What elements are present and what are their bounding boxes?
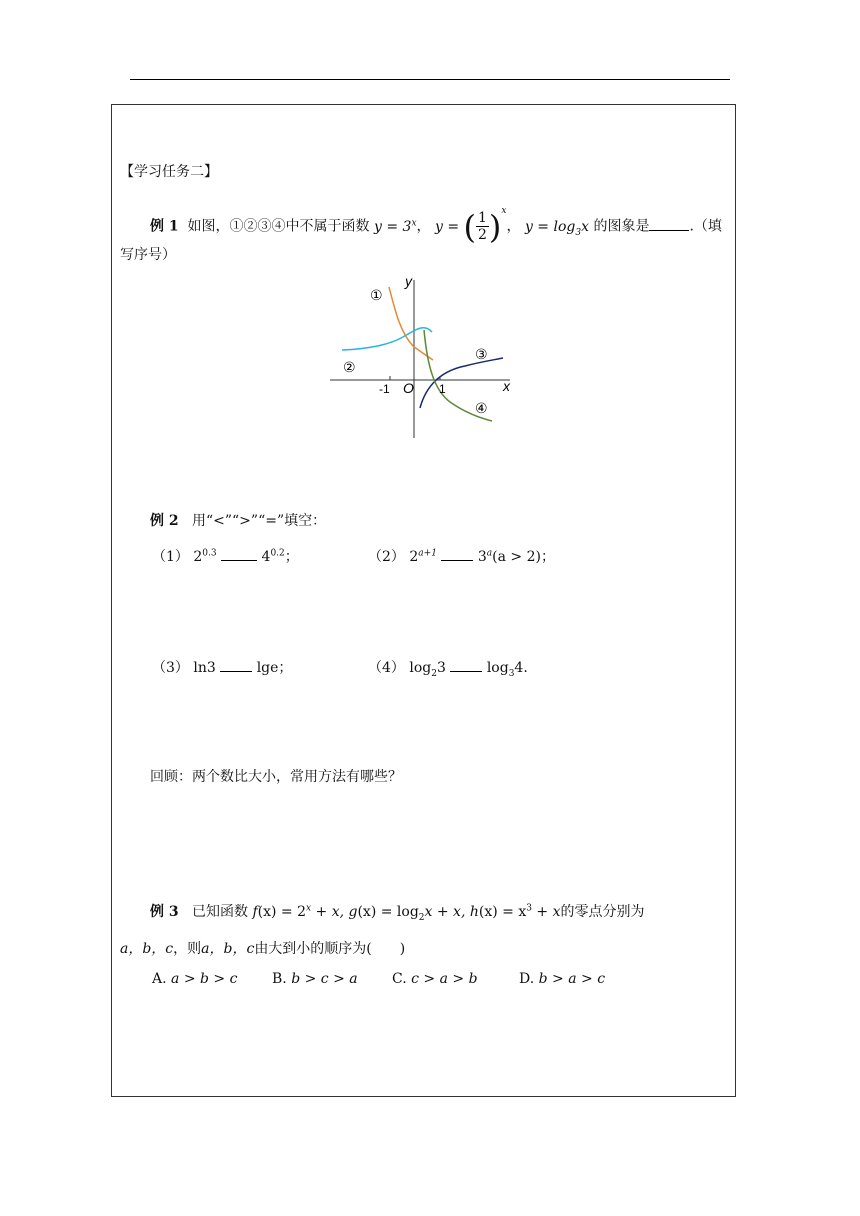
- example-2-label: 例 2: [150, 513, 179, 529]
- example-1-label: 例 1: [150, 218, 179, 235]
- example-3-intro: 已知函数: [191, 904, 248, 920]
- question-1: （1） $2^{0.3}$ $4^{0.2}$；: [152, 548, 299, 565]
- question-2: （2） $2^{a+1}$ $3^a(a > 2)$；: [368, 548, 555, 565]
- curve-2-label: ②: [343, 359, 356, 375]
- question-3: （3） ln3 lge；: [152, 660, 293, 676]
- formula-half-power: y = ( $\frac{1}{2}$ )$^x$: [434, 205, 507, 246]
- function-f: $f(x) = 2^x + x$,: [252, 903, 345, 920]
- task-heading: 【学习任务二】: [120, 164, 218, 180]
- example-1-line1: [150, 205, 722, 246]
- example-1-line2: 写序号）: [120, 247, 176, 263]
- curve-3: [420, 358, 503, 408]
- header-rule: [130, 79, 730, 80]
- axis-x-label: x: [503, 378, 510, 394]
- question-4-number: （4）: [368, 660, 405, 676]
- answer-blank-q1[interactable]: [221, 548, 257, 561]
- example-2-line1: [150, 512, 326, 530]
- example-3-tail: 的零点分别为: [560, 904, 645, 920]
- example-3-line2: a，b，c，则a，b，c由大到小的顺序为( ): [120, 941, 406, 957]
- example-2-intro: 用“<”“>”“=”填空：: [191, 513, 327, 529]
- answer-blank-q3[interactable]: [220, 659, 252, 672]
- curve-1-label: ①: [370, 287, 383, 303]
- example-1-text-c: .（填: [689, 218, 722, 235]
- tick-neg1-label: -1: [379, 382, 390, 396]
- review-question: 回顾：两个数比大小，常用方法有哪些？: [150, 769, 402, 785]
- example-1-text-a: 如图，①②③④中不属于函数: [187, 218, 370, 235]
- example-3-line1: [150, 903, 645, 921]
- curve-3-label: ③: [475, 346, 488, 362]
- axis-y-label: y: [405, 273, 412, 289]
- question-3-number: （3）: [152, 660, 189, 676]
- answer-blank-q4[interactable]: [450, 659, 482, 672]
- formula-exp3: $y = 3^x$: [373, 217, 417, 235]
- question-1-number: （1）: [152, 549, 189, 565]
- question-2-number: （2）: [368, 549, 405, 565]
- formula-log3: $y = \log_3x$: [524, 218, 589, 238]
- answer-blank-1[interactable]: [649, 218, 689, 231]
- separator: ，: [416, 218, 431, 235]
- function-graph: [325, 270, 525, 440]
- example-1-text-b: 的图象是: [593, 218, 650, 235]
- option-b[interactable]: B. b > c > a: [272, 971, 358, 987]
- function-g: $g(x) = \log_2x + x$,: [348, 904, 466, 923]
- answer-blank-q2[interactable]: [441, 548, 473, 561]
- tick-1-label: 1: [439, 382, 446, 396]
- option-a[interactable]: A. a > b > c: [152, 971, 238, 987]
- curve-2: [342, 328, 432, 350]
- question-4: （4） $\log_23$ $\log_34$.: [368, 660, 528, 679]
- example-3-label: 例 3: [150, 904, 179, 920]
- curve-4-label: ④: [475, 400, 488, 416]
- option-d[interactable]: D. b > a > c: [519, 971, 606, 987]
- separator: ，: [506, 218, 521, 235]
- function-h: $h(x) = x^3 + x$: [469, 903, 561, 920]
- option-c[interactable]: C. c > a > b: [392, 971, 478, 987]
- origin-label: O: [403, 380, 414, 396]
